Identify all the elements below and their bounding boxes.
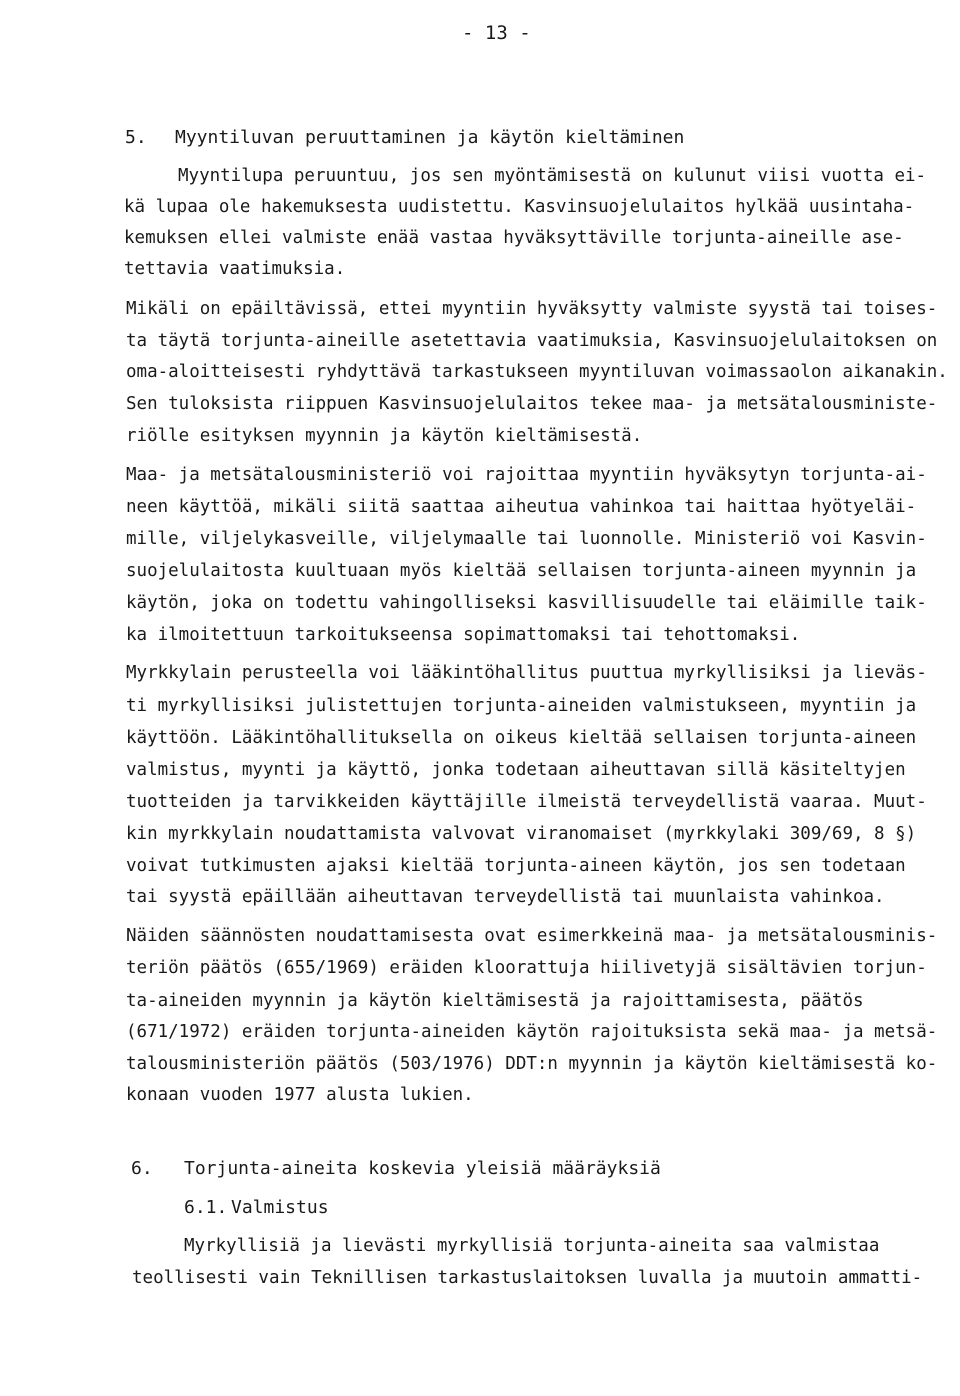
subsection-6-1-title: Valmistus xyxy=(231,1197,329,1218)
paragraph-5-line-3: ta-aineiden myynnin ja käytön kieltämisestä ja rajoittamisesta, päätös xyxy=(126,991,864,1011)
paragraph-2-line-1: Mikäli on epäiltävissä, ettei myyntiin hyväksytty valmiste syystä tai toises- xyxy=(126,299,938,319)
subsection-6-1-heading xyxy=(184,1197,329,1218)
paragraph-4-line-2: ti myrkyllisiksi julistettujen torjunta-aineiden valmistukseen, myyntiin ja xyxy=(126,696,917,716)
paragraph-1-line-2: kä lupaa ole hakemuksesta uudistettu. Kasvinsuojelulaitos hylkää uusintaha- xyxy=(124,197,915,217)
section-6-title: Torjunta-aineita koskevia yleisiä määräyksiä xyxy=(184,1158,661,1179)
paragraph-3-line-5: käytön, joka on todettu vahingolliseksi kasvillisuudelle tai eläimille taik- xyxy=(126,593,927,613)
paragraph-5-line-2: teriön päätös (655/1969) eräiden kloorattuja hiilivetyjä sisältävien torjun- xyxy=(126,958,927,978)
paragraph-3-line-6: ka ilmoitettuun tarkoitukseensa sopimattomaksi tai tehottomaksi. xyxy=(126,625,801,645)
paragraph-3-line-4: suojelulaitosta kuultuaan myös kieltää sellaisen torjunta-aineen myynnin ja xyxy=(126,561,917,581)
paragraph-4-line-4: valmistus, myynti ja käyttö, jonka todetaan aiheuttavan sillä käsiteltyjen xyxy=(126,760,906,780)
paragraph-5-line-5: talousministeriön päätös (503/1976) DDT:n myynnin ja käytön kieltämisestä ko- xyxy=(126,1054,938,1074)
section-6-number: 6. xyxy=(131,1158,153,1179)
paragraph-4-line-1: Myrkkylain perusteella voi lääkintöhallitus puuttua myrkyllisiksi ja lieväs- xyxy=(126,663,927,683)
paragraph-3-line-2: neen käyttöä, mikäli siitä saattaa aiheutua vahinkoa tai haittaa hyötyeläi- xyxy=(126,497,917,517)
section-6-heading xyxy=(131,1158,661,1179)
page-number: - 13 - xyxy=(462,22,531,44)
paragraph-5-line-1: Näiden säännösten noudattamisesta ovat esimerkkeinä maa- ja metsätalousminis- xyxy=(126,926,938,946)
paragraph-5-line-4: (671/1972) eräiden torjunta-aineiden käytön rajoituksista sekä maa- ja metsä- xyxy=(126,1022,938,1042)
paragraph-2-line-5: riölle esityksen myynnin ja käytön kieltämisestä. xyxy=(126,426,643,446)
paragraph-4-line-6: kin myrkkylain noudattamista valvovat viranomaiset (myrkkylaki 309/69, 8 §) xyxy=(126,824,917,844)
paragraph-6-1-line-2: teollisesti vain Teknillisen tarkastuslaitoksen luvalla ja muutoin ammatti- xyxy=(132,1268,923,1288)
paragraph-6-1-line-1: Myrkyllisiä ja lievästi myrkyllisiä torjunta-aineita saa valmistaa xyxy=(184,1236,880,1256)
paragraph-4-line-3: käyttöön. Lääkintöhallituksella on oikeus kieltää sellaisen torjunta-aineen xyxy=(126,728,917,748)
paragraph-4-line-7: voivat tutkimusten ajaksi kieltää torjunta-aineen käytön, jos sen todetaan xyxy=(126,856,906,876)
paragraph-1-line-1: Myyntilupa peruuntuu, jos sen myöntämisestä on kulunut viisi vuotta ei- xyxy=(178,166,927,186)
paragraph-1-line-3: kemuksen ellei valmiste enää vastaa hyväksyttäville torjunta-aineille ase- xyxy=(124,228,904,248)
section-5-title: Myyntiluvan peruuttaminen ja käytön kieltäminen xyxy=(175,127,685,148)
paragraph-4-line-5: tuotteiden ja tarvikkeiden käyttäjille ilmeistä terveydellistä vaaraa. Muut- xyxy=(126,792,927,812)
paragraph-5-line-6: konaan vuoden 1977 alusta lukien. xyxy=(126,1085,474,1105)
subsection-6-1-number: 6.1. xyxy=(184,1197,228,1218)
paragraph-1-line-4: tettavia vaatimuksia. xyxy=(124,259,346,279)
paragraph-2-line-2: ta täytä torjunta-aineille asetettavia vaatimuksia, Kasvinsuojelulaitoksen on xyxy=(126,331,938,351)
paragraph-2-line-3: oma-aloitteisesti ryhdyttävä tarkastukseen myyntiluvan voimassaolon aikanakin. xyxy=(126,362,948,382)
section-5-number: 5. xyxy=(125,127,147,148)
paragraph-4-line-8: tai syystä epäillään aiheuttavan terveydellistä tai muunlaista vahinkoa. xyxy=(126,887,885,907)
paragraph-3-line-3: mille, viljelykasveille, viljelymaalle tai luonnolle. Ministeriö voi Kasvin- xyxy=(126,529,927,549)
paragraph-3-line-1: Maa- ja metsätalousministeriö voi rajoittaa myyntiin hyväksytyn torjunta-ai- xyxy=(126,465,927,485)
paragraph-2-line-4: Sen tuloksista riippuen Kasvinsuojelulaitos tekee maa- ja metsätalousministe- xyxy=(126,394,938,414)
section-5-heading xyxy=(125,127,684,148)
